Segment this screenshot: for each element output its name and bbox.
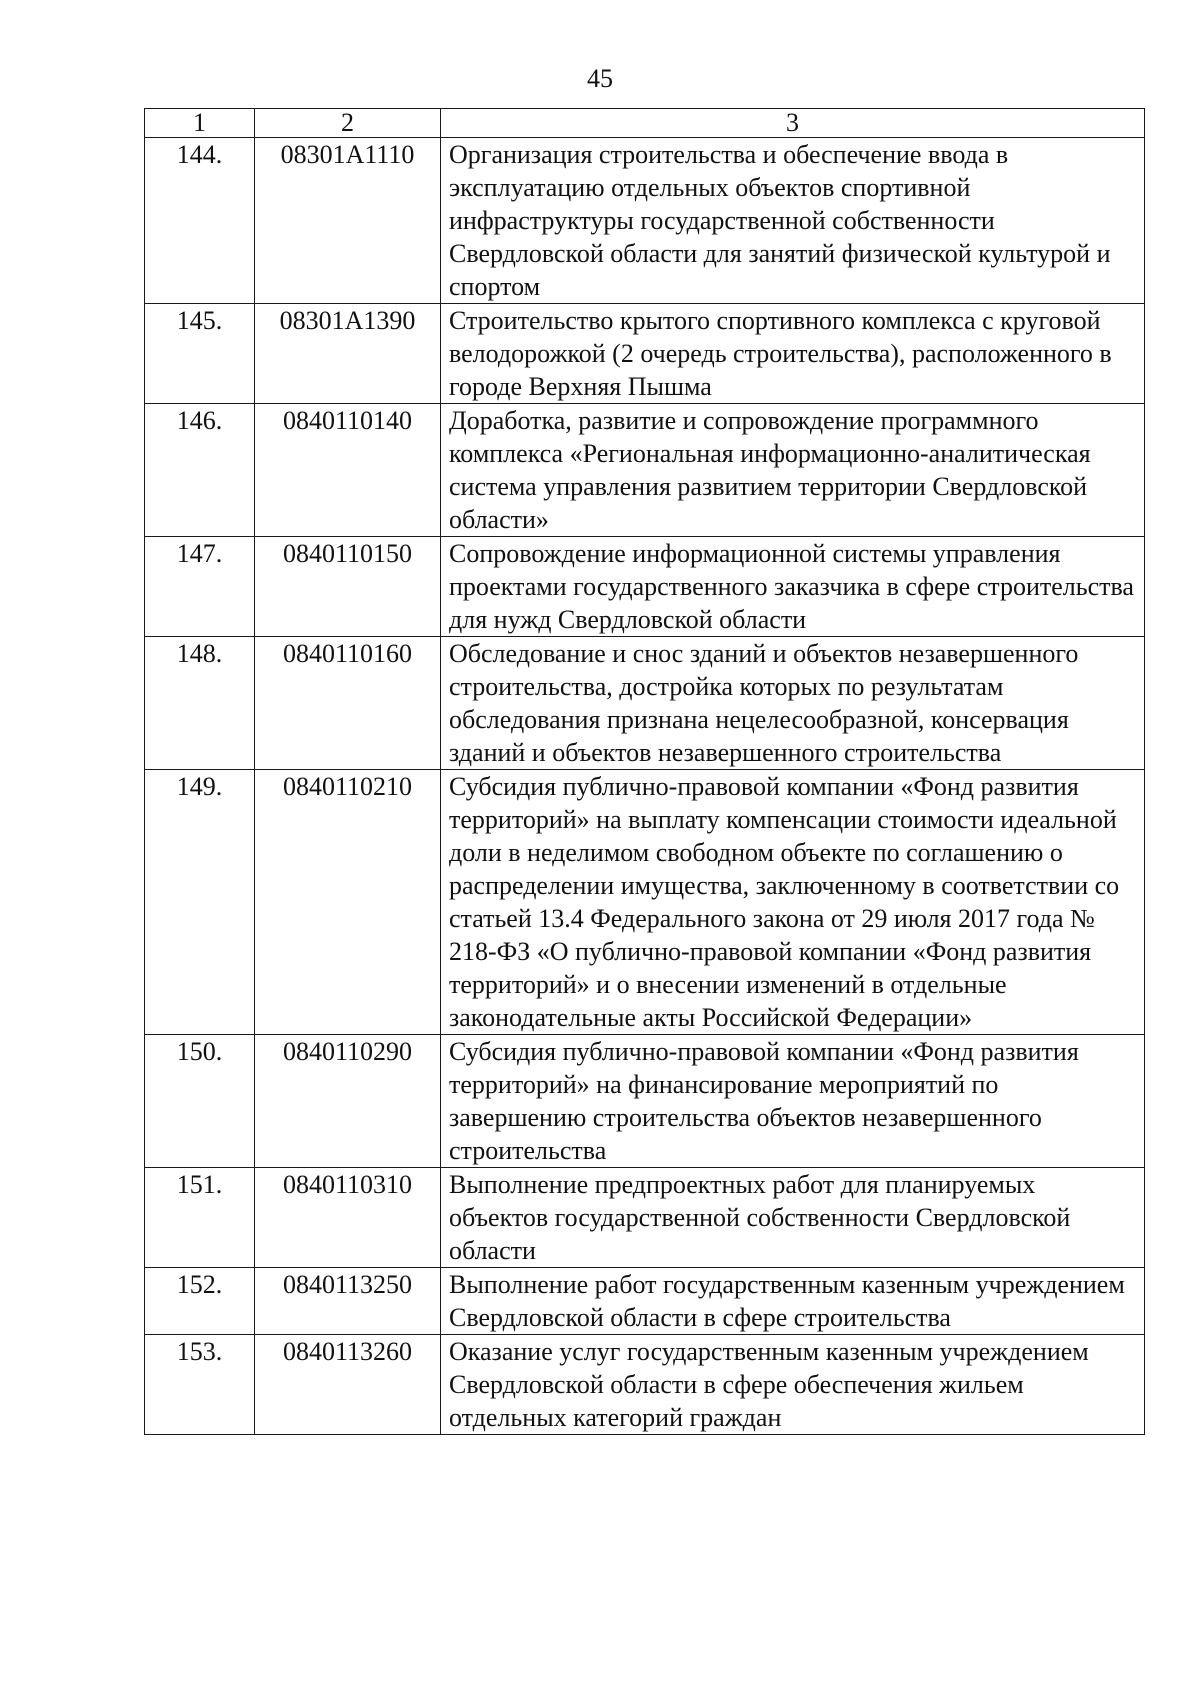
budget-code: 08301А1390 (255, 304, 441, 404)
table-row (145, 770, 1145, 1035)
expense-description: Субсидия публично-правовой компании «Фонд развития территорий» на выплату компенсации стоимости идеальной доли в неделимом свободном объекте по соглашению о распределении имущества, заключенному в соответствии со статьей 13.4 Федерального закона от 29 июля 2017 года № 218-ФЗ «О публично-правовой компании «Фонд развития территорий» и о внесении изменений в отдельные законодательные акты Российской Федерации» (441, 770, 1145, 1035)
budget-code: 0840113260 (255, 1335, 441, 1435)
row-number: 144. (145, 138, 255, 304)
expense-description: Оказание услуг государственным казенным учреждением Свердловской области в сфере обеспечения жильем отдельных категорий граждан (441, 1335, 1145, 1435)
table-row (145, 1035, 1145, 1168)
row-number: 145. (145, 304, 255, 404)
table-body (145, 109, 1145, 1435)
expense-description: Обследование и снос зданий и объектов незавершенного строительства, достройка которых по результатам обследования признана нецелесообразной, консервация зданий и объектов незавершенного строительства (441, 637, 1145, 770)
row-number: 152. (145, 1268, 255, 1335)
column-header-2: 2 (255, 109, 441, 138)
table-header-row (145, 109, 1145, 138)
column-header-1: 1 (145, 109, 255, 138)
row-number: 151. (145, 1168, 255, 1268)
budget-code: 0840110160 (255, 637, 441, 770)
column-header-3: 3 (441, 109, 1145, 138)
row-number: 149. (145, 770, 255, 1035)
expense-description: Выполнение работ государственным казенным учреждением Свердловской области в сфере строительства (441, 1268, 1145, 1335)
table-row (145, 1335, 1145, 1435)
budget-code: 0840110290 (255, 1035, 441, 1168)
row-number: 150. (145, 1035, 255, 1168)
row-number: 147. (145, 537, 255, 637)
budget-code: 0840110150 (255, 537, 441, 637)
page-number: 45 (587, 64, 613, 93)
row-number: 146. (145, 404, 255, 537)
row-number: 153. (145, 1335, 255, 1435)
expense-description: Выполнение предпроектных работ для планируемых объектов государственной собственности Свердловской области (441, 1168, 1145, 1268)
table-row (145, 404, 1145, 537)
table-row (145, 537, 1145, 637)
table-row (145, 637, 1145, 770)
budget-code: 0840110210 (255, 770, 441, 1035)
table-row (145, 304, 1145, 404)
table-row (145, 1268, 1145, 1335)
expense-description: Субсидия публично-правовой компании «Фонд развития территорий» на финансирование мероприятий по завершению строительства объектов незавершенного строительства (441, 1035, 1145, 1168)
budget-code: 0840110140 (255, 404, 441, 537)
row-number: 148. (145, 637, 255, 770)
budget-code: 0840110310 (255, 1168, 441, 1268)
table-row (145, 1168, 1145, 1268)
expense-description: Сопровождение информационной системы управления проектами государственного заказчика в сфере строительства для нужд Свердловской области (441, 537, 1145, 637)
expense-description: Организация строительства и обеспечение ввода в эксплуатацию отдельных объектов спортивной инфраструктуры государственной собственности Свердловской области для занятий физической культурой и спортом (441, 138, 1145, 304)
table-row (145, 138, 1145, 304)
expense-description: Строительство крытого спортивного комплекса с круговой велодорожкой (2 очередь строительства), расположенного в городе Верхняя Пышма (441, 304, 1145, 404)
budget-code: 0840113250 (255, 1268, 441, 1335)
budget-code-table (144, 108, 1145, 1435)
budget-code: 08301А1110 (255, 138, 441, 304)
expense-description: Доработка, развитие и сопровождение программного комплекса «Региональная информационно-аналитическая система управления развитием территории Свердловской области» (441, 404, 1145, 537)
